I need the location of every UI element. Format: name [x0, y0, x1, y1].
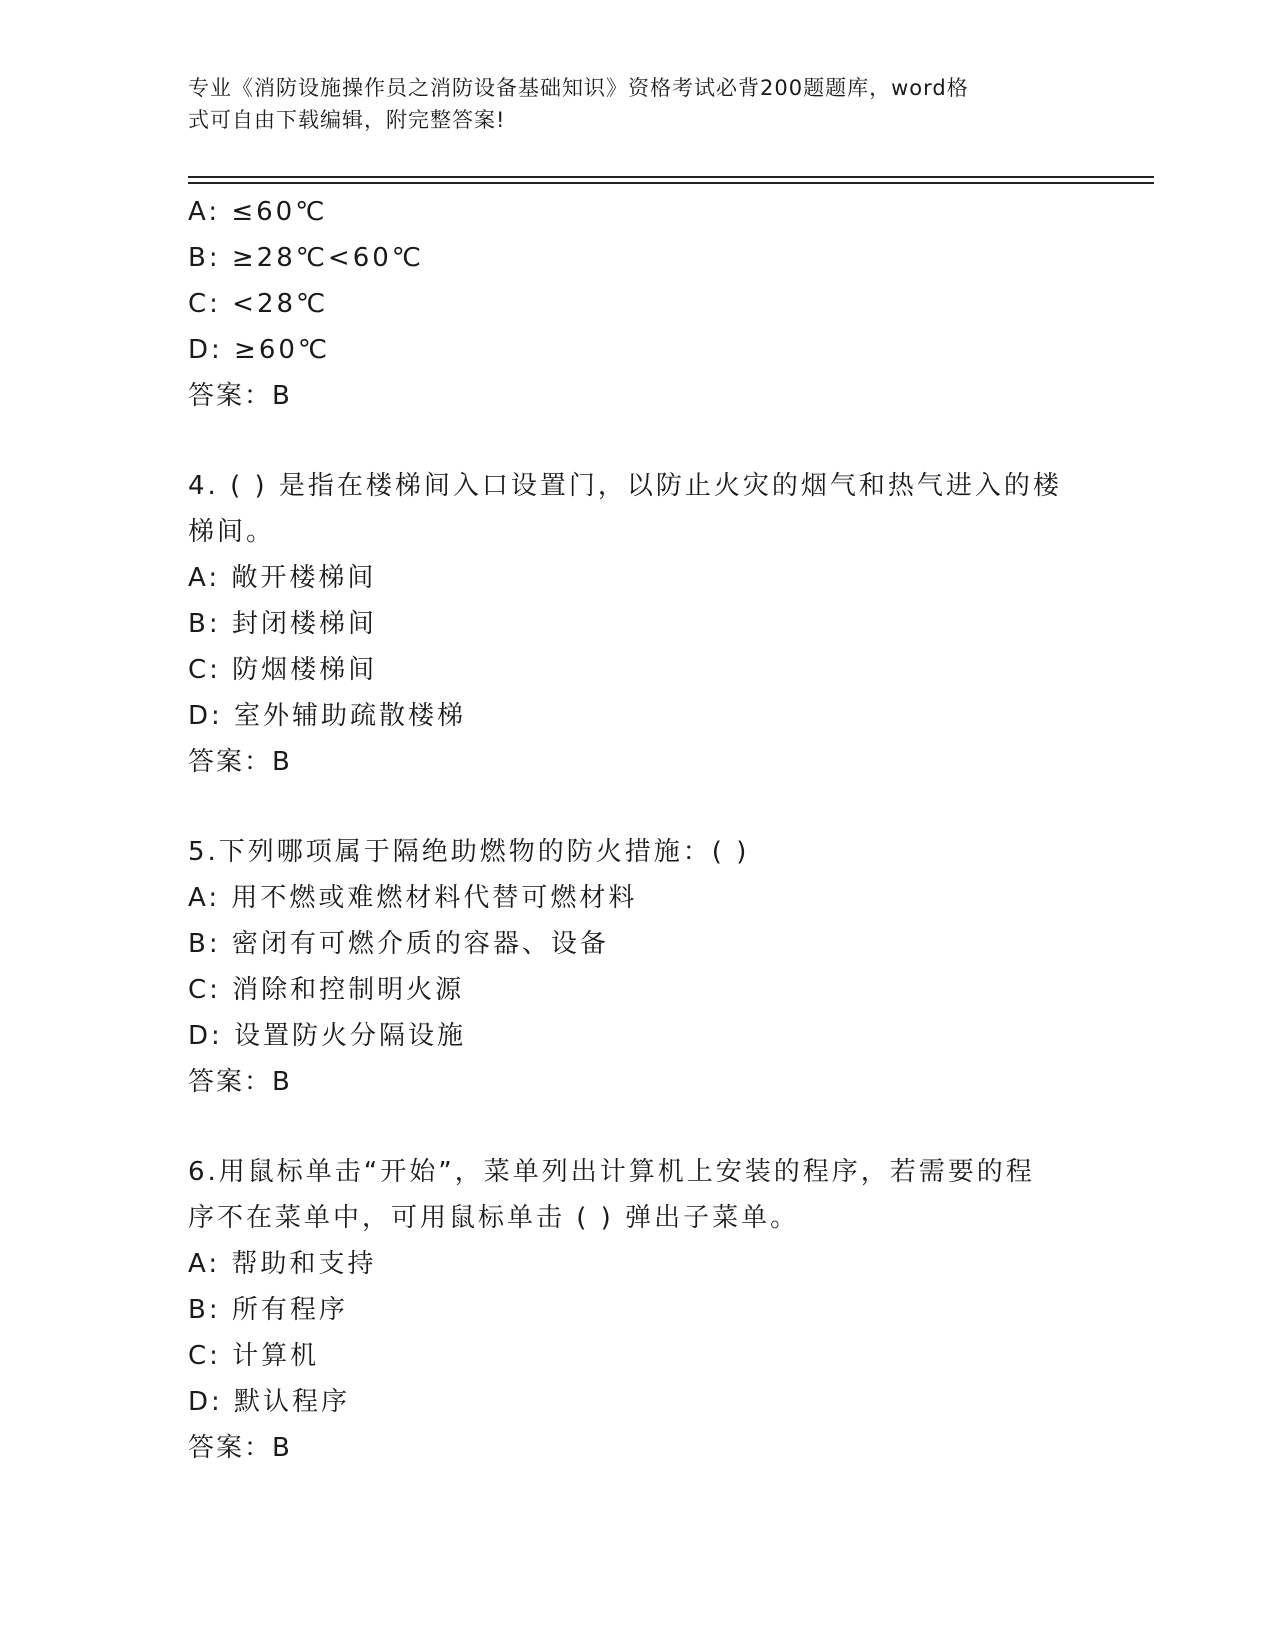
answer: 答案：B	[188, 1433, 292, 1463]
header-divider-top	[188, 176, 1154, 178]
question-text-line-2: 序不在菜单中，可用鼠标单击 ( ) 弹出子菜单。	[188, 1203, 800, 1233]
header-divider-bottom	[188, 182, 1154, 184]
answer: 答案：B	[188, 747, 292, 777]
header-line-1: 专业《消防设施操作员之消防设备基础知识》资格考试必背200题题库，word格	[188, 76, 969, 100]
option-a: A: 帮助和支持	[188, 1249, 377, 1279]
question-text-line-1: 4. ( ) 是指在楼梯间入口设置门，以防止火灾的烟气和热气进入的楼	[188, 471, 1062, 501]
option-a: A: 敞开楼梯间	[188, 563, 377, 593]
option-c: C: 防烟楼梯间	[188, 655, 378, 685]
option-b: B: 密闭有可燃介质的容器、设备	[188, 929, 609, 959]
option-b: B: 所有程序	[188, 1295, 348, 1325]
option-c: C: 计算机	[188, 1341, 320, 1371]
option-c: C: 消除和控制明火源	[188, 975, 465, 1005]
option-b: B: ≥28℃<60℃	[188, 243, 424, 273]
question-text-line-1: 5.下列哪项属于隔绝助燃物的防火措施：( )	[188, 837, 750, 867]
option-a: A: ≤60℃	[188, 197, 328, 227]
question-6	[188, 1149, 1088, 1471]
option-d: D: 默认程序	[188, 1387, 351, 1417]
document-header	[188, 72, 1068, 136]
question-text-line-1: 6.用鼠标单击“开始”，菜单列出计算机上安装的程序，若需要的程	[188, 1157, 1035, 1187]
option-d: D: 设置防火分隔设施	[188, 1021, 467, 1051]
option-b: B: 封闭楼梯间	[188, 609, 377, 639]
option-a: A: 用不燃或难燃材料代替可燃材料	[188, 883, 638, 913]
question-list	[188, 189, 1088, 1471]
answer: 答案：B	[188, 1067, 292, 1097]
question-text-line-2: 梯间。	[188, 517, 276, 547]
question-3	[188, 189, 1088, 419]
option-d: D: 室外辅助疏散楼梯	[188, 701, 467, 731]
question-5	[188, 829, 1088, 1105]
option-c: C: <28℃	[188, 289, 329, 319]
question-4	[188, 463, 1088, 785]
option-d: D: ≥60℃	[188, 335, 331, 365]
header-line-2: 式可自由下载编辑，附完整答案!	[188, 108, 506, 132]
answer: 答案：B	[188, 381, 292, 411]
